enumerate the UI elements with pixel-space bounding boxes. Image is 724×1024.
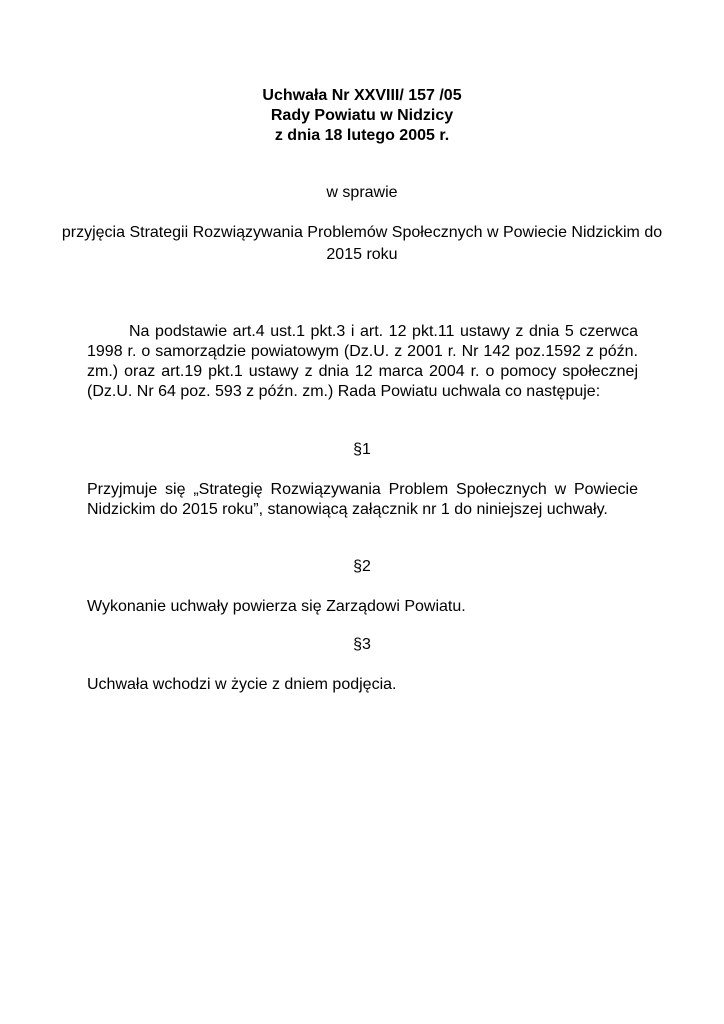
resolution-title (0, 86, 724, 146)
title-line-number: Uchwała Nr XXVIII/ 157 /05 (262, 87, 462, 104)
section-3-text: Uchwała wchodzi w życie z dniem podjęcia. (87, 676, 397, 693)
resolution-subject: przyjęcia Strategii Rozwiązywania Problemów Społecznych w Powiecie Nidzickim do 2015 roku (61, 224, 663, 263)
title-line-council: Rady Powiatu w Nidzicy (270, 107, 454, 124)
section-2-text: Wykonanie uchwały powierza się Zarządowi Powiatu. (87, 598, 466, 615)
w-sprawie-label: w sprawie (326, 184, 398, 201)
preamble-paragraph: Na podstawie art.4 ust.1 pkt.3 i art. 12 pkt.11 ustawy z dnia 5 czerwca 1998 r. o samorządzie powiatowym (Dz.U. z 2001 r. Nr 142 poz.1592 z późn. zm.) oraz art.19 pkt.1 ustawy z dnia 12 marca 2004 r. o pomocy społecznej (Dz.U. Nr 64 poz. 593 z późn. zm.) Rada Powiatu uchwala co następuje: (87, 323, 638, 400)
title-line-date: z dnia 18 lutego 2005 r. (274, 127, 450, 144)
section-3-heading: §3 (353, 636, 371, 653)
section-1-text: Przyjmuje się „Strategię Rozwiązywania Problem Społecznych w Powiecie Nidzickim do 2015 roku”, stanowiącą załącznik nr 1 do niniejszej uchwały. (87, 481, 638, 518)
section-1-heading: §1 (353, 441, 371, 458)
section-2-heading: §2 (353, 558, 371, 575)
